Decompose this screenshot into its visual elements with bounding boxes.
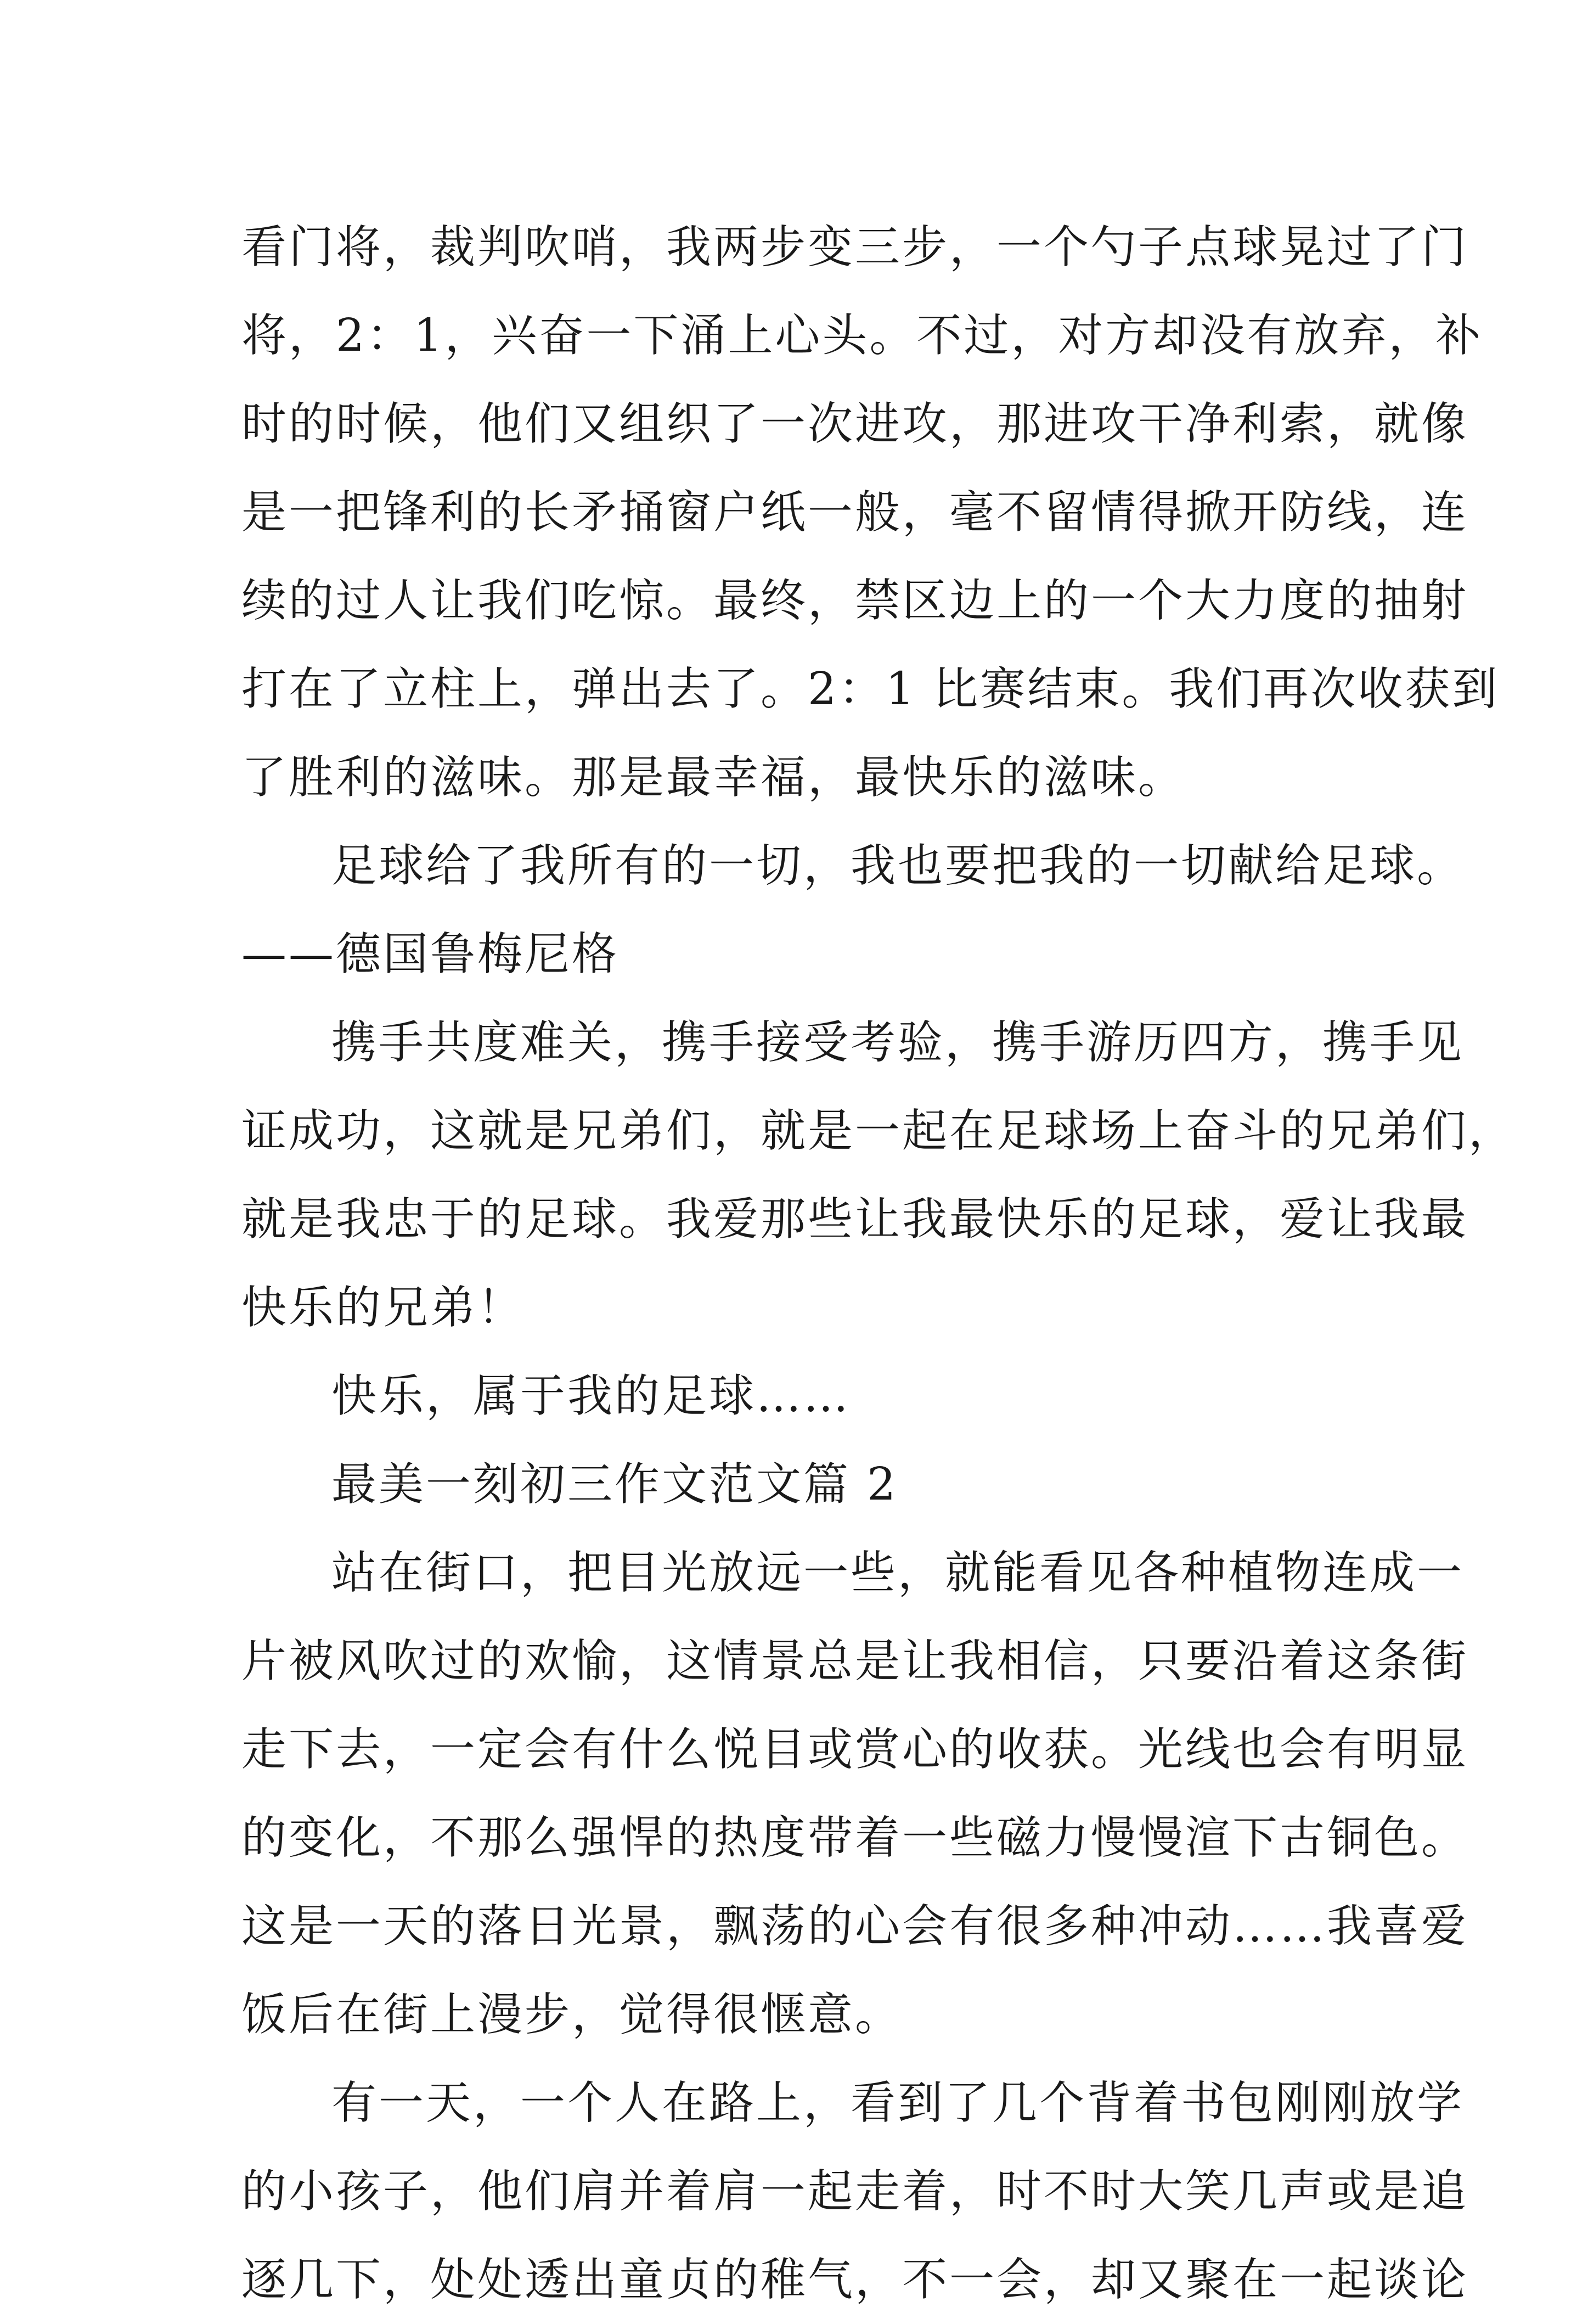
text-line: 站在街口，把目光放远一些，就能看见各种植物连成一 xyxy=(331,1547,1465,1599)
text-line: 就是我忠于的足球。我爱那些让我最快乐的足球，爱让我最 xyxy=(241,1193,1469,1245)
text-line: 携手共度难关，携手接受考验，携手游历四方，携手见 xyxy=(331,1017,1465,1069)
text-line: 快乐的兄弟！ xyxy=(241,1282,525,1334)
quote-attribution: ——德国鲁梅尼格 xyxy=(241,928,620,980)
text-line: 走下去，一定会有什么悦目或赏心的收获。光线也会有明显 xyxy=(241,1724,1469,1776)
text-line: 看门将，裁判吹哨，我两步变三步，一个勺子点球晃过了门 xyxy=(241,221,1469,273)
text-line: 将，2：1，兴奋一下涌上心头。不过，对方却没有放弃，补 xyxy=(241,310,1483,362)
text-line: 时的时候，他们又组织了一次进攻，那进攻干净利索，就像 xyxy=(241,398,1469,450)
body-text xyxy=(241,203,1516,2324)
text-line: 的小孩子，他们肩并着肩一起走着，时不时大笑几声或是追 xyxy=(241,2165,1469,2218)
text-line: 证成功，这就是兄弟们，就是一起在足球场上奋斗的兄弟们， xyxy=(241,1105,1516,1157)
text-line: 是一把锋利的长矛捅窗户纸一般，毫不留情得掀开防线，连 xyxy=(241,486,1469,538)
quote-line: 足球给了我所有的一切，我也要把我的一切献给足球。 xyxy=(331,840,1465,892)
text-line: 片被风吹过的欢愉，这情景总是让我相信，只要沿着这条街 xyxy=(241,1635,1469,1687)
text-line: 了胜利的滋味。那是最幸福，最快乐的滋味。 xyxy=(241,751,1186,804)
text-line: 打在了立柱上，弹出去了。2：1 比赛结束。我们再次收获到 xyxy=(241,663,1500,715)
text-line: 饭后在街上漫步，觉得很惬意。 xyxy=(241,1989,903,2041)
text-line: 续的过人让我们吃惊。最终，禁区边上的一个大力度的抽射 xyxy=(241,575,1469,627)
text-line: 这是一天的落日光景，飘荡的心会有很多种冲动……我喜爱 xyxy=(241,1900,1469,1952)
section-heading: 最美一刻初三作文范文篇 2 xyxy=(331,1458,898,1511)
text-line: 快乐，属于我的足球…… xyxy=(331,1370,851,1422)
text-line: 的变化，不那么强悍的热度带着一些磁力慢慢渲下古铜色。 xyxy=(241,1812,1469,1864)
text-line: 逐几下，处处透出童贞的稚气，不一会，却又聚在一起谈论 xyxy=(241,2254,1469,2306)
text-line: 有一天，一个人在路上，看到了几个背着书包刚刚放学 xyxy=(331,2077,1465,2129)
